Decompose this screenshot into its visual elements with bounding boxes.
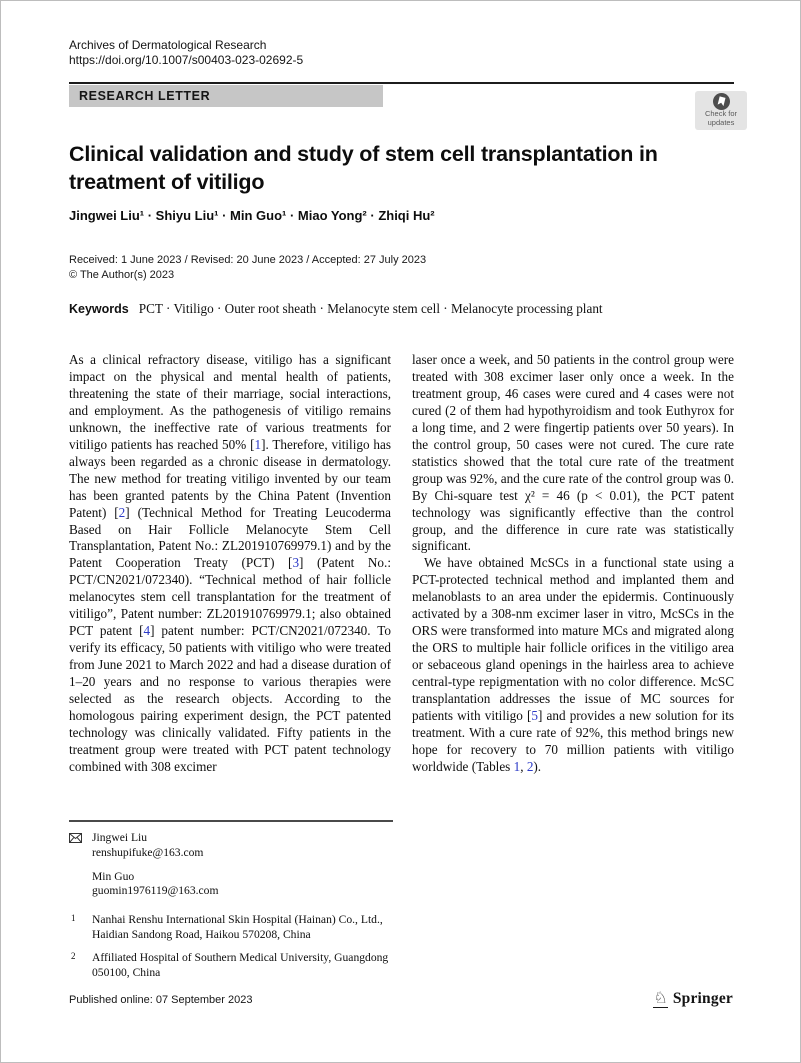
body-text: laser once a week, and 50 patients in the control group were treated with 308 excimer laser only once a week. In the treatment group, 46 cases were cured and 4 cases were not cured (2 of them had hypothyroidism and took Euthyrox for a long time, and 2 were fingertip patients over 50 years). In the control group, 50 cases were not cured. The cure rate statistics showed that the total cure rate of the treatment group was 92%, and the cure rate of the control group was 0. By Chi-square test χ² = 46 (p < 0.01), the PCT patent technology was significantly effective than the control group, and the difference in cure rate was statistically significant. — [412, 352, 734, 554]
article-type-banner: RESEARCH LETTER — [69, 85, 383, 107]
received-revised-accepted: Received: 1 June 2023 / Revised: 20 June 2023 / Accepted: 27 July 2023 — [69, 254, 427, 266]
affiliation-entry — [69, 913, 393, 943]
check-for-updates-badge[interactable] — [695, 91, 747, 130]
article-history — [69, 253, 426, 282]
body-text: ] patent number: PCT/CN2021/072340. To verify its efficacy, 50 patients with vitiligo who were treated from June 2021 to March 2022 and had a disease duration of 1–20 years and no response to various therapies were selected as the research objects. According to the homologous pairing experiment design, the PCT patented technology was clinically validated. Fifty patients in the treatment group were treated with PCT patent technology combined with 308 excimer — [69, 623, 391, 774]
citation-link[interactable]: 1 — [513, 758, 521, 774]
springer-wordmark: Springer — [672, 990, 733, 1007]
footnote-rule — [69, 820, 393, 822]
springer-logo — [653, 990, 733, 1008]
body-text: As a clinical refractory disease, vitiligo has a significant impact on the physical and mental health of patients, threatening the state of their marriage, social interactions, and employment. As the pathogenesis of vitiligo remains unknown, the ineffective rate of various treatments for vitiligo patients has reached 50% [ — [69, 352, 391, 452]
envelope-icon — [69, 833, 82, 848]
footnote-block — [69, 820, 393, 988]
body-text: We have obtained McSCs in a functional state using a PCT-protected technical method and implanted them and melanoblasts to an area under the epidermis. Continuously activated by a 308-nm excimer laser in vitro, McSCs in the ORS were transformed into mature MCs and migrated along the ORS to multiple hair follicle orifices in the vitiligo area or sebaceous gland openings in the hairless area to achieve central-type repigmentation with no color difference. McSC transplantation addresses the issue of MC sources for patients with vitiligo [ — [412, 555, 734, 724]
affiliation-text: Affiliated Hospital of Southern Medical University, Guangdong 050100, China — [92, 950, 389, 979]
correspondence-entry — [69, 831, 393, 861]
citation-link[interactable]: 3 — [292, 555, 300, 571]
crossmark-bookmark-icon — [713, 93, 730, 110]
authors-line: Jingwei Liu¹ · Shiyu Liu¹ · Min Guo¹ · Miao Yong² · Zhiqi Hu² — [69, 208, 435, 223]
body-paragraph — [69, 352, 391, 776]
affiliation-text: Nanhai Renshu International Skin Hospital (Hainan) Co., Ltd., Haidian Sandong Road, Haikou 570208, China — [92, 913, 383, 941]
header-rule — [69, 82, 734, 84]
check-badge-label: Check for updates — [704, 109, 738, 127]
body-columns — [69, 352, 734, 776]
body-text: ]. Therefore, vitiligo has always been regarded as a chronic disease in dermatology. The new method for treating vitiligo invented by our team has been granted patents by the China Patent (Invention Patent) [ — [69, 436, 391, 520]
affiliation-marker: 1 — [71, 913, 76, 924]
corresponding-author-name: Jingwei Liu — [92, 831, 148, 844]
keywords-label: Keywords — [69, 302, 129, 316]
body-text: ] (Patent No.: PCT/CN2021/072340). “Technical method of hair follicle melanocytes stem cell transplantation for the treatment of vitiligo”, Patent number: ZL201910769979.1; also obtained PCT patent [ — [69, 555, 391, 639]
correspondence-entry — [69, 870, 393, 900]
springer-horse-icon: ♘ — [653, 989, 668, 1007]
body-text: ] and provides a new solution for its treatment. With a cure rate of 92%, this method brings new hope for recovery to 70 million patients with vitiligo worldwide (Tables — [412, 708, 734, 774]
copyright-line: © The Author(s) 2023 — [69, 268, 175, 281]
left-column — [69, 352, 391, 776]
keywords-list: PCT · Vitiligo · Outer root sheath · Melanocyte stem cell · Melanocyte processing plant — [138, 301, 603, 316]
journal-name: Archives of Dermatological Research — [69, 38, 267, 52]
journal-header — [69, 38, 303, 68]
body-text: , — [520, 758, 527, 774]
corresponding-author-email[interactable]: guomin1976119@163.com — [92, 884, 219, 898]
doi-link[interactable]: https://doi.org/10.1007/s00403-023-02692-5 — [69, 53, 304, 67]
affiliation-entry — [69, 951, 393, 981]
body-text: ] (Technical Method for Treating Leucoderma Based on Hair Follicle Melanocyte Stem Cell Transplantation, Patent No.: ZL201910769979.1) and by the Patent Cooperation Treaty (PCT) [ — [69, 504, 391, 571]
citation-link[interactable]: 2 — [118, 504, 126, 520]
corresponding-author-email[interactable]: renshupifuke@163.com — [92, 845, 204, 859]
page-title: Clinical validation and study of stem cell transplantation in treatment of vitiligo — [69, 142, 658, 194]
corresponding-author-name: Min Guo — [92, 869, 135, 883]
published-online-line: Published online: 07 September 2023 — [69, 994, 253, 1006]
body-paragraph — [412, 352, 734, 555]
citation-link[interactable]: 5 — [531, 708, 538, 724]
body-paragraph — [412, 555, 734, 775]
body-text: ). — [533, 758, 542, 774]
keywords-line — [69, 301, 734, 317]
citation-link[interactable]: 2 — [526, 758, 534, 774]
citation-link[interactable]: 4 — [143, 623, 151, 639]
citation-link[interactable]: 1 — [254, 436, 262, 452]
affiliation-marker: 2 — [71, 950, 76, 961]
right-column — [412, 352, 734, 776]
